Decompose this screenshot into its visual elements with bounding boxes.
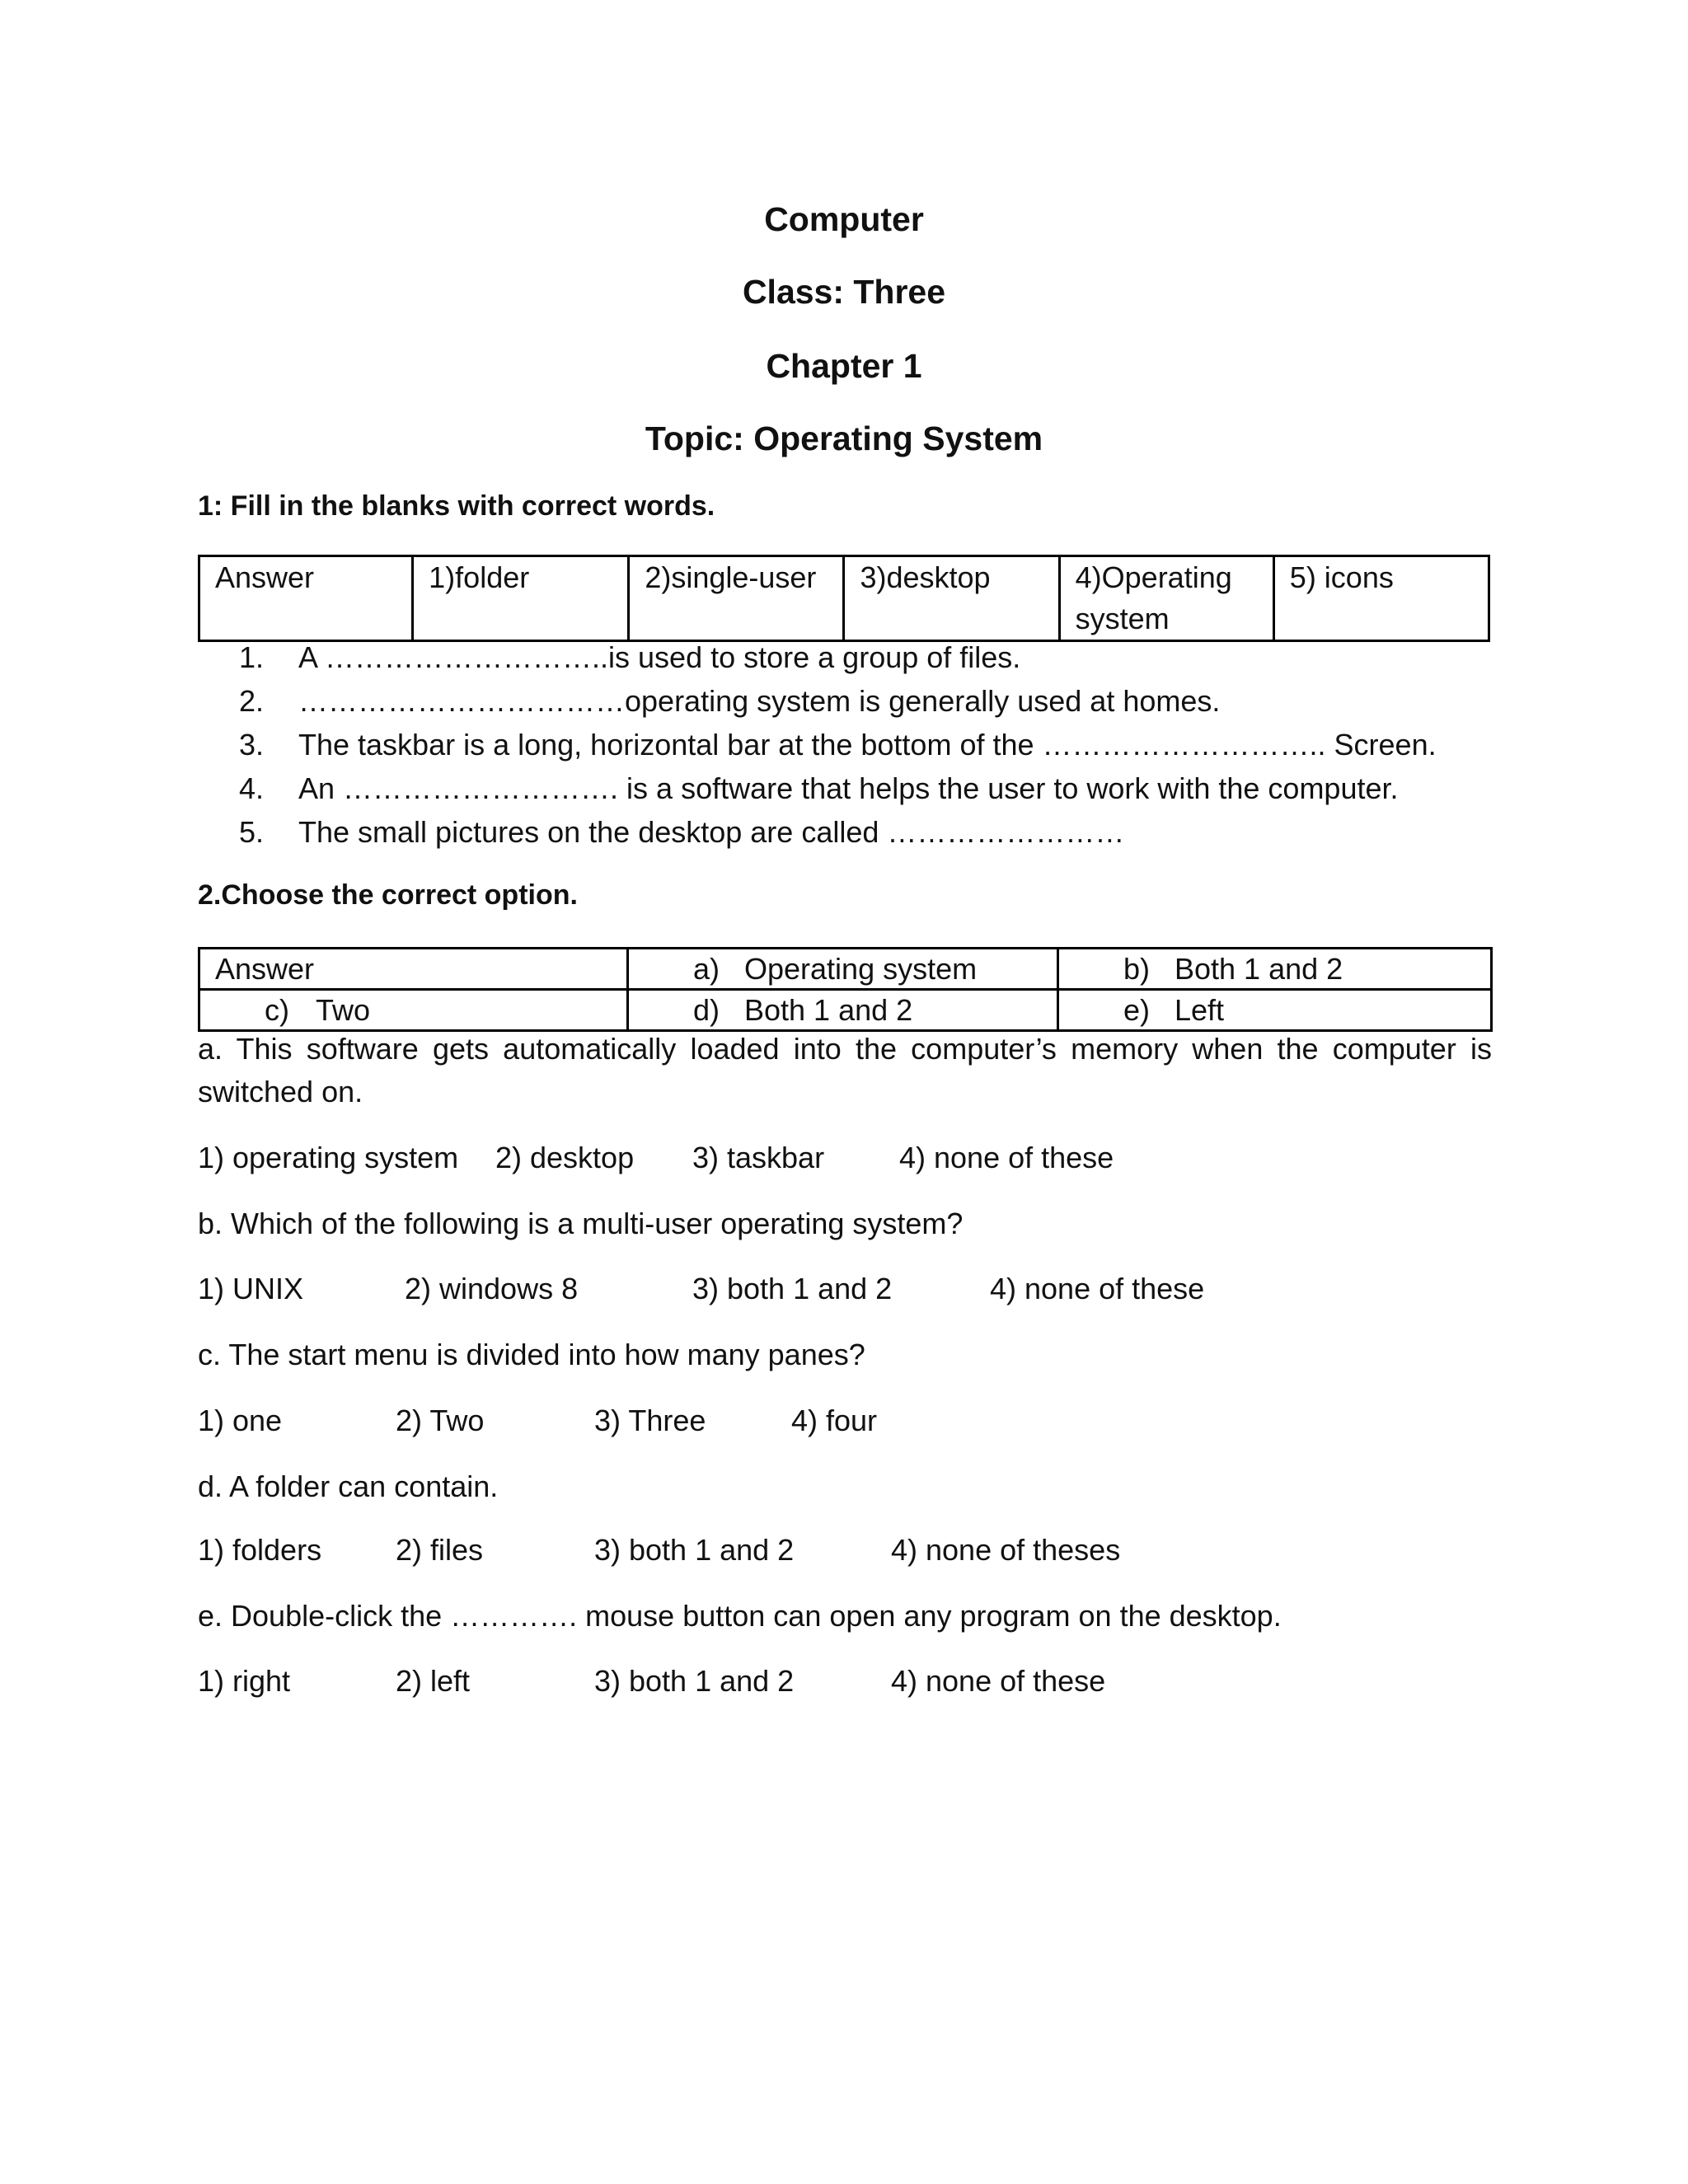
list-item [239, 679, 1508, 723]
question-a-options [198, 1137, 1492, 1179]
option-4: 4) none of these [990, 1272, 1205, 1305]
section2-title: 2.Choose the correct option. [198, 879, 578, 911]
question-d: d. A folder can contain. [198, 1469, 499, 1503]
table-cell: Answer [199, 949, 628, 990]
table-cell: 2)single-user [629, 556, 844, 641]
option-1: 1) one [198, 1404, 283, 1437]
option-letter: c) [265, 993, 289, 1027]
table-cell: 1)folder [413, 556, 629, 641]
question-d-options [198, 1530, 1492, 1571]
item-number: 2. [239, 684, 265, 718]
question-c-options [198, 1400, 1492, 1441]
option-4: 4) none of theses [891, 1533, 1121, 1567]
table-cell [199, 990, 628, 1031]
item-text: The taskbar is a long, horizontal bar at the bottom of the ……………………….. Screen. [298, 728, 1437, 762]
list-item [239, 810, 1508, 854]
question-e-options [198, 1661, 1492, 1702]
subject-title: Computer [764, 200, 924, 238]
table-cell [628, 949, 1058, 990]
option-3: 3) both 1 and 2 [594, 1664, 795, 1698]
section1-title: 1: Fill in the blanks with correct words. [198, 490, 715, 522]
option-letter: b) [1123, 952, 1151, 986]
question-a-line1: a. This software gets automatically loaded into the computer’s memory when the computer is [198, 1032, 1492, 1066]
option-1: 1) operating system [198, 1141, 459, 1174]
topic-title: Topic: Operating System [645, 419, 1043, 457]
item-number: 3. [239, 728, 265, 762]
option-letter: e) [1123, 993, 1151, 1027]
item-number: 1. [239, 640, 265, 674]
option-1: 1) UNIX [198, 1272, 304, 1305]
item-text: The small pictures on the desktop are called …………………… [298, 815, 1125, 849]
class-title: Class: Three [742, 273, 946, 311]
option-2: 2) Two [396, 1404, 485, 1437]
list-item [239, 635, 1508, 679]
option-2: 2) desktop [495, 1141, 635, 1174]
option-1: 1) right [198, 1664, 291, 1698]
option-text: Two [316, 993, 371, 1027]
question-b-options [198, 1268, 1492, 1310]
table-cell: 3)desktop [844, 556, 1059, 641]
item-text: A ………………………..is used to store a group of files. [298, 640, 1021, 674]
item-number: 5. [239, 815, 265, 849]
option-3: 3) taskbar [692, 1141, 825, 1174]
option-text: Both 1 and 2 [1175, 952, 1343, 986]
table-cell [1058, 990, 1492, 1031]
chapter-title: Chapter 1 [766, 347, 922, 385]
table-cell: 4)Operating system [1059, 556, 1273, 641]
item-text: ……………………………operating system is generally used at homes. [298, 684, 1221, 718]
item-number: 4. [239, 771, 265, 805]
option-text: Left [1175, 993, 1225, 1027]
option-4: 4) none of these [891, 1664, 1106, 1698]
list-item [239, 723, 1508, 766]
table-row [199, 990, 1492, 1031]
item-text: An ………………………. is a software that helps the user to work with the computer. [298, 771, 1399, 805]
list-item [239, 766, 1508, 810]
fill-blanks-answer-table [198, 555, 1490, 642]
table-row [199, 949, 1492, 990]
option-3: 3) both 1 and 2 [594, 1533, 795, 1567]
question-a-line2: switched on. [198, 1075, 363, 1108]
option-2: 2) files [396, 1533, 484, 1567]
option-4: 4) four [791, 1404, 878, 1437]
option-1: 1) folders [198, 1533, 322, 1567]
option-2: 2) windows 8 [405, 1272, 579, 1305]
table-cell [628, 990, 1058, 1031]
table-cell: 5) icons [1273, 556, 1489, 641]
question-e: e. Double-click the …………. mouse button can open any program on the desktop. [198, 1599, 1282, 1633]
option-2: 2) left [396, 1664, 471, 1698]
option-text: Both 1 and 2 [744, 993, 913, 1027]
option-4: 4) none of these [899, 1141, 1114, 1174]
question-c: c. The start menu is divided into how many panes? [198, 1338, 865, 1371]
table-cell: Answer [199, 556, 413, 641]
question-b: b. Which of the following is a multi-user operating system? [198, 1207, 964, 1240]
option-3: 3) Three [594, 1404, 706, 1437]
choose-option-answer-table [198, 947, 1493, 1032]
fill-blanks-list [239, 635, 1508, 854]
option-3: 3) both 1 and 2 [692, 1272, 893, 1305]
option-text: Operating system [744, 952, 978, 986]
table-cell [1058, 949, 1492, 990]
option-letter: d) [693, 993, 720, 1027]
table-row [199, 556, 1489, 641]
option-letter: a) [693, 952, 720, 986]
